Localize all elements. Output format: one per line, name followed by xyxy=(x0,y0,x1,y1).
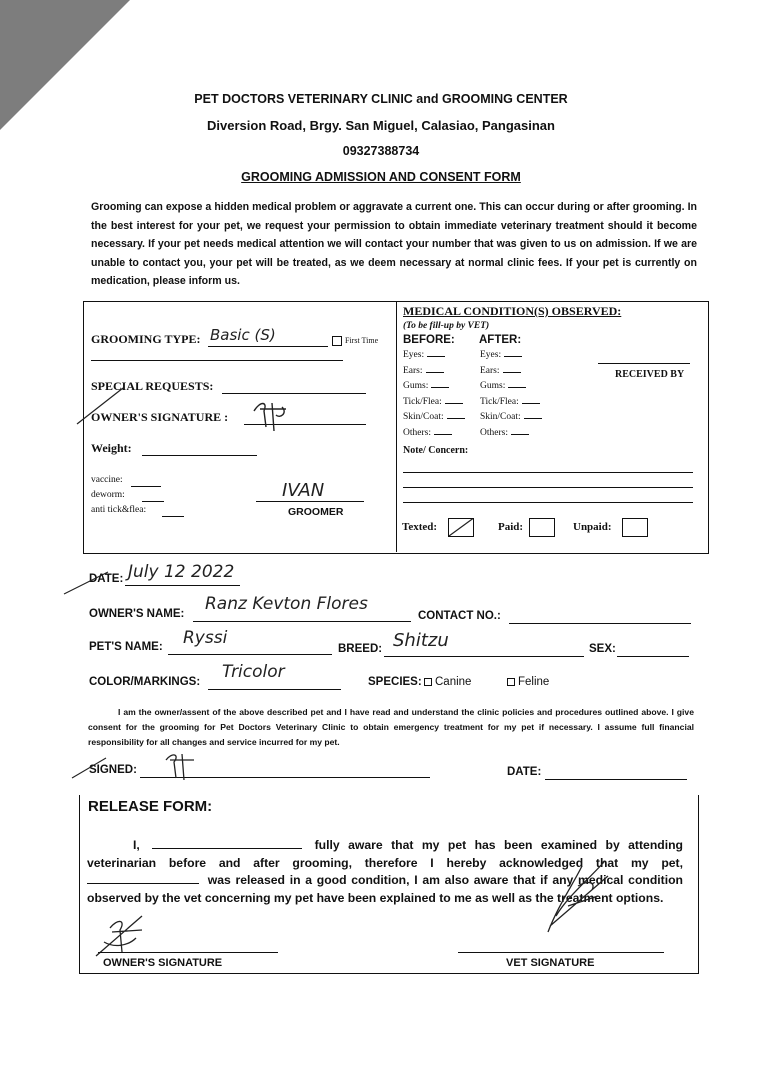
owner-signature-scribble xyxy=(246,397,296,433)
release-owner-blank[interactable] xyxy=(152,848,302,849)
after-item-blank[interactable] xyxy=(503,372,521,373)
anti-tick-line xyxy=(162,516,184,517)
canine-label: Canine xyxy=(435,676,472,688)
before-item xyxy=(403,397,463,407)
after-item-label: Others: xyxy=(480,427,508,438)
after-item-label: Ears: xyxy=(480,365,500,376)
medical-subtitle: (To be fill-up by VET) xyxy=(403,321,490,331)
received-by-label: RECEIVED BY xyxy=(615,369,685,380)
owner-name-value[interactable]: Ranz Kevton Flores xyxy=(205,594,368,614)
after-item-blank[interactable] xyxy=(524,418,542,419)
breed-value[interactable]: Shitzu xyxy=(393,630,449,651)
groomer-value[interactable]: IVAN xyxy=(282,480,325,501)
pet-name-line xyxy=(168,654,332,655)
grooming-extra-line xyxy=(91,360,343,361)
after-item xyxy=(480,366,521,376)
release-title: RELEASE FORM: xyxy=(88,798,213,815)
intro-text: Grooming can expose a hidden medical problem or aggravate a current one. This can occur during or after grooming. In the best interest for your pet, we request your permission to obtain immediate veterinary treatment should it become necessary. If your pet needs medical attention we will contact your number that was given to us on admission. If we are unable to contact you, your pet will be treated, as we deem necessary at normal clinic fees. If your pet is currently on medication, please inform us. xyxy=(91,201,697,287)
sex-line xyxy=(617,656,689,657)
release-p-mid1: fully aware that my pet has been examined by attending veterinarian before and after grooming, therefore I hereby acknowledged that my pet, xyxy=(87,838,683,870)
pet-name-label: PET'S NAME: xyxy=(89,641,163,653)
before-item-label: Others: xyxy=(403,427,431,438)
special-requests-line xyxy=(222,393,366,394)
after-label: AFTER: xyxy=(479,334,522,346)
vaccine-label: vaccine: xyxy=(91,475,123,485)
after-item-blank[interactable] xyxy=(508,387,526,388)
paid-label: Paid: xyxy=(498,521,524,533)
after-item-blank[interactable] xyxy=(522,403,540,404)
before-item-blank[interactable] xyxy=(431,387,449,388)
texted-checkbox[interactable] xyxy=(448,518,474,537)
before-item xyxy=(403,412,465,422)
before-item-label: Gums: xyxy=(403,381,429,391)
medical-title: MEDICAL CONDITION(S) OBSERVED: xyxy=(403,304,622,318)
before-item xyxy=(403,381,449,391)
color-line xyxy=(208,689,341,690)
check-stroke xyxy=(75,386,125,426)
date-value[interactable]: July 12 2022 xyxy=(128,562,235,582)
received-by-line xyxy=(598,363,690,364)
contact-line xyxy=(509,623,691,624)
color-label: COLOR/MARKINGS: xyxy=(89,676,201,688)
before-item-blank[interactable] xyxy=(427,356,445,357)
feline-option[interactable] xyxy=(507,676,549,688)
date-label: DATE: xyxy=(89,573,124,585)
before-label: BEFORE: xyxy=(403,334,455,346)
groomer-label: GROOMER xyxy=(288,506,344,518)
before-item-blank[interactable] xyxy=(447,418,465,419)
before-item xyxy=(403,350,445,360)
before-item-blank[interactable] xyxy=(426,372,444,373)
unpaid-label: Unpaid: xyxy=(573,521,612,533)
breed-line xyxy=(384,656,584,657)
after-item-label: Gums: xyxy=(480,381,506,391)
after-item-label: Tick/Flea: xyxy=(480,396,519,407)
texted-label: Texted: xyxy=(402,521,438,533)
form-title: GROOMING ADMISSION AND CONSENT FORM xyxy=(241,170,521,184)
before-item xyxy=(403,366,444,376)
release-pet-blank[interactable] xyxy=(87,883,199,884)
canine-option[interactable] xyxy=(424,676,471,688)
signed-label: SIGNED: xyxy=(89,764,137,776)
vaccine-line xyxy=(131,486,161,487)
date-check-stroke xyxy=(62,570,112,596)
before-item-label: Ears: xyxy=(403,365,423,376)
species-label: SPECIES: xyxy=(368,676,422,688)
groomer-line xyxy=(256,501,364,502)
clinic-name: PET DOCTORS VETERINARY CLINIC and GROOMING CENTER xyxy=(194,92,568,106)
weight-label: Weight: xyxy=(91,441,132,455)
owner-sig-line xyxy=(98,952,278,953)
signed-check-stroke xyxy=(70,756,110,780)
grooming-type-line xyxy=(208,346,328,347)
folded-corner xyxy=(0,0,130,130)
after-item xyxy=(480,412,542,422)
after-item-label: Skin/Coat: xyxy=(480,412,521,422)
clinic-address: Diversion Road, Brgy. San Miguel, Calasiao, Pangasinan xyxy=(207,118,555,133)
vet-sig-label: VET SIGNATURE xyxy=(506,957,595,969)
owner-signature-label: OWNER'S SIGNATURE : xyxy=(91,410,229,424)
first-time-checkbox[interactable] xyxy=(332,336,378,346)
grooming-type-label: GROOMING TYPE: xyxy=(91,332,201,346)
before-item-label: Eyes: xyxy=(403,350,425,360)
owner-name-label: OWNER'S NAME: xyxy=(89,608,185,620)
vet-signature-scribble xyxy=(538,856,618,936)
date2-label: DATE: xyxy=(507,766,542,778)
box-divider xyxy=(396,302,397,552)
deworm-line xyxy=(142,501,164,502)
weight-line xyxy=(142,455,257,456)
before-item-label: Skin/Coat: xyxy=(403,412,444,422)
signed-scribble xyxy=(160,750,200,782)
after-item-blank[interactable] xyxy=(504,356,522,357)
note-line-3 xyxy=(403,502,693,503)
unpaid-checkbox[interactable] xyxy=(622,518,648,537)
note-line-1 xyxy=(403,472,693,473)
release-p-mid2: was released in a good condition, I am also aware that if any medical condition observed by the vet concerning my pet have been explained to me as well as the treatment options. xyxy=(87,873,683,905)
anti-tick-label: anti tick&flea: xyxy=(91,505,147,515)
after-item-label: Eyes: xyxy=(480,350,502,360)
contact-label: CONTACT NO.: xyxy=(418,610,501,622)
feline-label: Feline xyxy=(518,676,550,688)
date2-line xyxy=(545,779,687,780)
before-item-label: Tick/Flea: xyxy=(403,396,442,407)
before-item xyxy=(403,428,452,438)
before-item-blank[interactable] xyxy=(445,403,463,404)
vet-sig-line xyxy=(458,952,664,953)
after-item xyxy=(480,397,540,407)
after-item xyxy=(480,350,522,360)
after-item xyxy=(480,381,526,391)
pet-name-value[interactable]: Ryssi xyxy=(183,628,228,648)
grooming-type-value[interactable]: Basic (S) xyxy=(210,326,276,344)
special-requests-label: SPECIAL REQUESTS: xyxy=(91,379,214,393)
after-item-blank[interactable] xyxy=(511,434,529,435)
release-p-start: I, xyxy=(133,838,140,852)
texted-check-mark xyxy=(449,519,473,536)
consent-text: I am the owner/assent of the above described pet and I have read and understand the clinic policies and procedures outlined above. I give consent for the grooming for Pet Doctors Veterinary Clinic to obtain emergency treatment for my pet if necessary. I assume full financial responsibility for all changes and service incurred for my pet. xyxy=(88,707,694,747)
after-item xyxy=(480,428,529,438)
note-line-2 xyxy=(403,487,693,488)
note-label: Note/ Concern: xyxy=(403,445,469,456)
sex-label: SEX: xyxy=(589,643,616,655)
before-item-blank[interactable] xyxy=(434,434,452,435)
paid-checkbox[interactable] xyxy=(529,518,555,537)
date-line xyxy=(125,585,240,586)
breed-label: BREED: xyxy=(338,643,383,655)
owner-name-line xyxy=(193,621,411,622)
clinic-phone: 09327388734 xyxy=(342,144,420,158)
owner-sig-label: OWNER'S SIGNATURE xyxy=(103,957,223,969)
first-time-label: First Time xyxy=(345,336,379,345)
deworm-label: deworm: xyxy=(91,490,125,500)
color-value[interactable]: Tricolor xyxy=(222,662,285,682)
